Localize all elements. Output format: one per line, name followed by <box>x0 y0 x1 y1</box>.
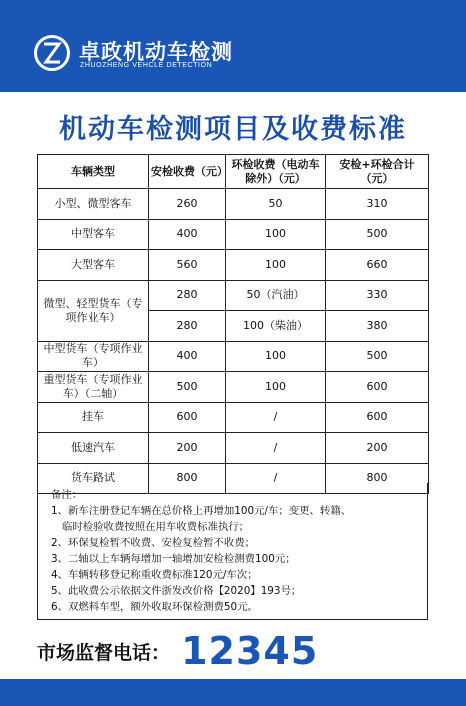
emission-fee-cell: / <box>226 433 326 464</box>
table-row <box>38 250 429 281</box>
hotline <box>37 629 318 673</box>
vehicle-type-cell: 低速汽车 <box>38 433 149 464</box>
total-fee-cell: 800 <box>326 463 429 494</box>
hotline-number: 12345 <box>181 629 319 673</box>
emission-fee-cell: 100 <box>226 341 326 372</box>
safety-fee-cell: 560 <box>149 250 226 281</box>
note-item: 临时检验收费按照在用车收费标准执行； <box>62 521 250 533</box>
total-fee-cell: 330 <box>326 280 429 311</box>
vehicle-type-cell: 货车路试 <box>38 463 149 494</box>
table-row <box>38 189 429 220</box>
table-row <box>38 402 429 433</box>
total-fee-cell: 600 <box>326 372 429 403</box>
header-vehicle-type: 车辆类型 <box>38 155 149 189</box>
vehicle-type-cell: 大型客车 <box>38 250 149 281</box>
vehicle-type-cell: 中型客车 <box>38 219 149 250</box>
note-item: 5、此收费公示依据文件浙发改价格【2020】193号； <box>51 585 302 597</box>
total-fee-cell: 500 <box>326 219 429 250</box>
safety-fee-cell: 400 <box>149 219 226 250</box>
table-row <box>38 433 429 464</box>
emission-fee-cell: 50（汽油） <box>226 280 326 311</box>
page-title: 机动车检测项目及收费标准 <box>59 114 407 145</box>
notes-title: 备注： <box>51 489 83 501</box>
emission-fee-cell: 100 <box>226 250 326 281</box>
vehicle-type-cell: 微型、轻型货车（专项作业车） <box>38 280 149 341</box>
vehicle-type-cell: 重型货车（专项作业车）（二轴） <box>38 372 149 403</box>
total-fee-cell: 200 <box>326 433 429 464</box>
vehicle-type-cell: 小型、微型客车 <box>38 189 149 220</box>
safety-fee-cell: 400 <box>149 341 226 372</box>
vehicle-type-cell: 中型货车（专项作业车） <box>38 341 149 372</box>
notes-box <box>37 483 428 620</box>
note-item: 1、新车注册登记车辆在总价格上再增加100元/车；变更、转籍、 <box>51 505 352 517</box>
note-item: 2、环保复检暂不收费、安检复检暂不收费； <box>51 537 256 549</box>
table-row <box>38 341 429 372</box>
total-fee-cell: 660 <box>326 250 429 281</box>
header-banner <box>0 0 466 92</box>
total-fee-cell: 310 <box>326 189 429 220</box>
note-item: 4、车辆转移登记称重收费标准120元/车次； <box>51 569 258 581</box>
safety-fee-cell: 260 <box>149 189 226 220</box>
footer-bar <box>0 679 466 706</box>
table-row <box>38 219 429 250</box>
vehicle-type-cell: 挂车 <box>38 402 149 433</box>
note-item: 6、双燃料车型，额外收取环保检测费50元。 <box>51 601 258 613</box>
emission-fee-cell: / <box>226 463 326 494</box>
safety-fee-cell: 200 <box>149 433 226 464</box>
table-header-row <box>38 155 429 189</box>
header-total-fee: 安检+环检合计（元） <box>326 155 429 189</box>
emission-fee-cell: / <box>226 402 326 433</box>
total-fee-cell: 600 <box>326 402 429 433</box>
emission-fee-cell: 50 <box>226 189 326 220</box>
header-safety-fee: 安检收费（元） <box>149 155 226 189</box>
brand-name-english: ZHUOZHENG VEHCLE DETECTION <box>80 62 213 69</box>
hotline-label: 市场监督电话： <box>37 641 171 664</box>
total-fee-cell: 500 <box>326 341 429 372</box>
note-item: 3、二轴以上车辆每增加一轴增加安检检测费100元； <box>51 553 296 565</box>
safety-fee-cell: 600 <box>149 402 226 433</box>
fee-table-container <box>37 154 428 494</box>
emission-fee-cell: 100 <box>226 219 326 250</box>
total-fee-cell: 380 <box>326 311 429 342</box>
fee-table <box>37 154 429 494</box>
zz-logo-icon <box>34 35 70 71</box>
table-row <box>38 372 429 403</box>
header-emission-fee: 环检收费（电动车除外）（元） <box>226 155 326 189</box>
table-row <box>38 280 429 311</box>
safety-fee-cell: 280 <box>149 311 226 342</box>
emission-fee-cell: 100（柴油） <box>226 311 326 342</box>
safety-fee-cell: 280 <box>149 280 226 311</box>
brand-name: 卓政机动车检测 <box>79 40 233 64</box>
emission-fee-cell: 100 <box>226 372 326 403</box>
safety-fee-cell: 500 <box>149 372 226 403</box>
safety-fee-cell: 800 <box>149 463 226 494</box>
